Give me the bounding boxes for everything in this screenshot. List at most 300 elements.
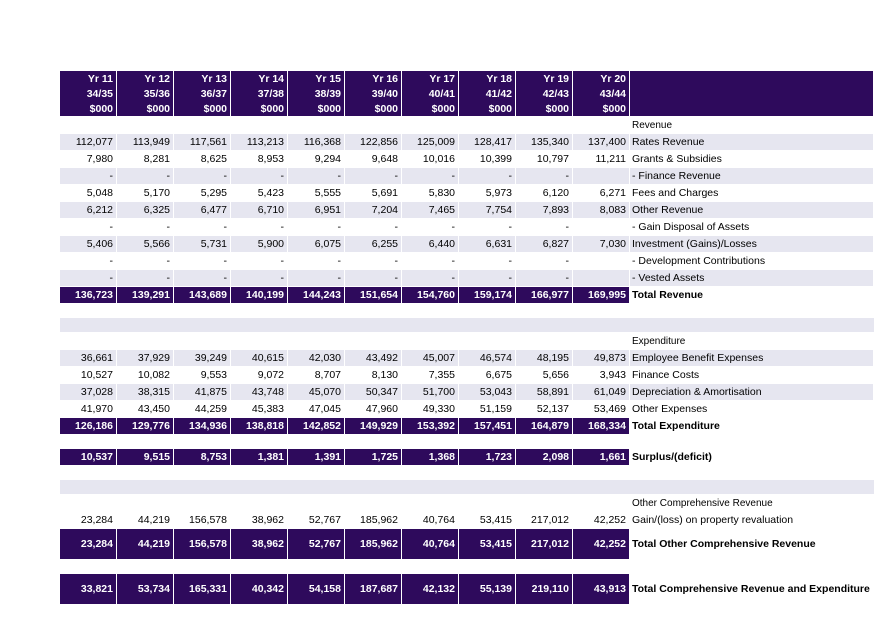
value-cell[interactable]: 7,030 <box>573 236 630 253</box>
empty-cell <box>402 303 459 318</box>
value-cell[interactable]: 10,527 <box>60 367 117 384</box>
value-cell[interactable]: 42,030 <box>288 350 345 367</box>
value-cell[interactable]: 1,368 <box>402 449 459 466</box>
value-cell[interactable]: 10,537 <box>60 449 117 466</box>
empty-cell <box>459 318 516 333</box>
header-units-cell: $000 <box>345 101 402 117</box>
value-cell[interactable]: 44,219 <box>117 512 174 529</box>
value-cell[interactable]: 6,951 <box>288 202 345 219</box>
value-cell[interactable]: 169,995 <box>573 287 630 304</box>
empty-cell <box>573 333 630 350</box>
value-cell[interactable]: 113,213 <box>231 134 288 151</box>
table-row-employee <box>60 350 874 367</box>
value-cell[interactable]: - <box>231 270 288 287</box>
header-units-cell: $000 <box>573 101 630 117</box>
value-cell[interactable]: - <box>174 253 231 270</box>
value-cell[interactable]: 44,259 <box>174 401 231 418</box>
value-cell[interactable]: 2,098 <box>516 449 573 466</box>
value-cell[interactable]: 6,075 <box>288 236 345 253</box>
value-cell[interactable]: 185,962 <box>345 529 402 560</box>
value-cell[interactable]: 168,334 <box>573 418 630 435</box>
header-periods-cell: 39/40 <box>345 86 402 101</box>
value-cell[interactable]: 143,689 <box>174 287 231 304</box>
spacer-row <box>60 303 874 318</box>
header-periods-cell: 43/44 <box>573 86 630 101</box>
empty-cell <box>174 303 231 318</box>
value-cell[interactable]: 164,879 <box>516 418 573 435</box>
empty-cell <box>516 465 573 480</box>
value-cell[interactable]: 10,399 <box>459 151 516 168</box>
value-cell[interactable]: - <box>402 253 459 270</box>
empty-cell <box>174 495 231 512</box>
empty-cell <box>174 465 231 480</box>
empty-cell <box>630 559 874 574</box>
empty-cell <box>231 117 288 134</box>
value-cell[interactable]: 10,082 <box>117 367 174 384</box>
empty-cell <box>516 303 573 318</box>
empty-cell <box>60 318 117 333</box>
value-cell[interactable]: 156,578 <box>174 512 231 529</box>
section-row-revenue <box>60 117 874 134</box>
value-cell[interactable]: - <box>231 253 288 270</box>
value-cell[interactable]: 52,137 <box>516 401 573 418</box>
value-cell[interactable]: 117,561 <box>174 134 231 151</box>
value-cell[interactable]: 6,212 <box>60 202 117 219</box>
table-row-depreciation <box>60 384 874 401</box>
value-cell[interactable]: 5,830 <box>402 185 459 202</box>
value-cell[interactable]: - <box>345 168 402 185</box>
empty-cell <box>573 495 630 512</box>
value-cell[interactable] <box>573 168 630 185</box>
row-label: - Finance Revenue <box>630 168 874 185</box>
value-cell[interactable]: 45,007 <box>402 350 459 367</box>
value-cell[interactable]: - <box>345 253 402 270</box>
value-cell[interactable]: - <box>516 168 573 185</box>
empty-cell <box>60 333 117 350</box>
value-cell[interactable]: 7,355 <box>402 367 459 384</box>
value-cell[interactable]: - <box>288 219 345 236</box>
value-cell[interactable]: - <box>174 270 231 287</box>
value-cell[interactable]: 128,417 <box>459 134 516 151</box>
value-cell[interactable]: 5,900 <box>231 236 288 253</box>
header-years-cell: Yr 16 <box>345 71 402 86</box>
empty-cell <box>117 303 174 318</box>
empty-cell <box>402 559 459 574</box>
value-cell[interactable]: 135,340 <box>516 134 573 151</box>
row-label: Investment (Gains)/Losses <box>630 236 874 253</box>
value-cell[interactable]: 5,170 <box>117 185 174 202</box>
empty-cell <box>231 303 288 318</box>
empty-cell <box>516 117 573 134</box>
value-cell[interactable]: 40,615 <box>231 350 288 367</box>
value-cell[interactable]: - <box>117 253 174 270</box>
empty-cell <box>630 465 874 480</box>
value-cell[interactable]: 187,687 <box>345 574 402 605</box>
value-cell[interactable]: 116,368 <box>288 134 345 151</box>
empty-cell <box>231 333 288 350</box>
value-cell[interactable]: - <box>174 168 231 185</box>
empty-cell <box>231 559 288 574</box>
empty-cell <box>288 495 345 512</box>
value-cell[interactable] <box>573 219 630 236</box>
value-cell[interactable]: 48,195 <box>516 350 573 367</box>
value-cell[interactable]: 1,381 <box>231 449 288 466</box>
header-periods-cell: 34/35 <box>60 86 117 101</box>
value-cell[interactable]: 5,691 <box>345 185 402 202</box>
value-cell[interactable]: 58,891 <box>516 384 573 401</box>
value-cell[interactable]: 37,929 <box>117 350 174 367</box>
value-cell[interactable]: - <box>516 253 573 270</box>
value-cell[interactable]: 44,219 <box>117 529 174 560</box>
row-label: Rates Revenue <box>630 134 874 151</box>
value-cell[interactable]: 45,383 <box>231 401 288 418</box>
value-cell[interactable]: 46,574 <box>459 350 516 367</box>
value-cell[interactable]: 41,875 <box>174 384 231 401</box>
value-cell[interactable]: 166,977 <box>516 287 573 304</box>
empty-cell <box>288 434 345 449</box>
row-label: Total Expenditure <box>630 418 874 435</box>
empty-cell <box>117 318 174 333</box>
value-cell[interactable]: 61,049 <box>573 384 630 401</box>
value-cell[interactable]: - <box>288 253 345 270</box>
empty-cell <box>402 117 459 134</box>
header-label-cell <box>630 86 874 101</box>
value-cell[interactable]: 159,174 <box>459 287 516 304</box>
value-cell[interactable]: 50,347 <box>345 384 402 401</box>
value-cell[interactable]: 6,120 <box>516 185 573 202</box>
empty-cell <box>231 465 288 480</box>
header-units-cell: $000 <box>516 101 573 117</box>
value-cell[interactable]: 137,400 <box>573 134 630 151</box>
value-cell[interactable]: - <box>459 168 516 185</box>
value-cell[interactable]: - <box>516 270 573 287</box>
value-cell[interactable]: 51,700 <box>402 384 459 401</box>
spacer-row <box>60 318 874 333</box>
value-cell[interactable]: 8,083 <box>573 202 630 219</box>
header-years-cell: Yr 14 <box>231 71 288 86</box>
value-cell[interactable]: 38,962 <box>231 512 288 529</box>
empty-cell <box>231 495 288 512</box>
value-cell[interactable]: 52,767 <box>288 512 345 529</box>
header-units-cell: $000 <box>288 101 345 117</box>
value-cell[interactable]: 9,294 <box>288 151 345 168</box>
value-cell[interactable]: 134,936 <box>174 418 231 435</box>
value-cell[interactable]: - <box>402 219 459 236</box>
empty-cell <box>459 480 516 495</box>
value-cell[interactable]: - <box>60 219 117 236</box>
table-row-total_ocr <box>60 529 874 560</box>
value-cell[interactable]: 6,631 <box>459 236 516 253</box>
empty-cell <box>573 318 630 333</box>
value-cell[interactable] <box>573 270 630 287</box>
value-cell[interactable]: 219,110 <box>516 574 573 605</box>
header-periods-cell: 41/42 <box>459 86 516 101</box>
value-cell[interactable]: 38,315 <box>117 384 174 401</box>
value-cell[interactable]: - <box>516 219 573 236</box>
value-cell[interactable]: 5,423 <box>231 185 288 202</box>
value-cell[interactable]: 40,764 <box>402 529 459 560</box>
value-cell[interactable]: 5,555 <box>288 185 345 202</box>
spacer-row <box>60 434 874 449</box>
value-cell[interactable]: 154,760 <box>402 287 459 304</box>
value-cell[interactable]: 54,158 <box>288 574 345 605</box>
value-cell[interactable]: - <box>345 270 402 287</box>
value-cell[interactable]: - <box>459 270 516 287</box>
value-cell[interactable]: - <box>117 168 174 185</box>
row-label: Gain/(loss) on property revaluation <box>630 512 874 529</box>
table-row-other_rev <box>60 202 874 219</box>
header-periods-cell: 40/41 <box>402 86 459 101</box>
empty-cell <box>459 465 516 480</box>
row-label: Total Other Comprehensive Revenue <box>630 529 874 560</box>
value-cell[interactable]: 40,342 <box>231 574 288 605</box>
value-cell[interactable]: 136,723 <box>60 287 117 304</box>
header-units-cell: $000 <box>402 101 459 117</box>
empty-cell <box>459 117 516 134</box>
value-cell[interactable]: - <box>345 219 402 236</box>
value-cell[interactable]: 122,856 <box>345 134 402 151</box>
value-cell[interactable]: 142,852 <box>288 418 345 435</box>
empty-cell <box>630 303 874 318</box>
value-cell[interactable]: 53,415 <box>459 512 516 529</box>
value-cell[interactable]: 8,953 <box>231 151 288 168</box>
table-row-rates <box>60 134 874 151</box>
value-cell[interactable]: 9,515 <box>117 449 174 466</box>
value-cell[interactable]: 126,186 <box>60 418 117 435</box>
table-row-finance_costs <box>60 367 874 384</box>
header-years-cell: Yr 12 <box>117 71 174 86</box>
value-cell[interactable]: 156,578 <box>174 529 231 560</box>
empty-cell <box>345 434 402 449</box>
table-row-fees <box>60 185 874 202</box>
empty-cell <box>174 559 231 574</box>
header-periods-cell: 35/36 <box>117 86 174 101</box>
value-cell[interactable]: 42,132 <box>402 574 459 605</box>
value-cell[interactable]: 157,451 <box>459 418 516 435</box>
value-cell[interactable]: 5,566 <box>117 236 174 253</box>
header-years-cell: Yr 20 <box>573 71 630 86</box>
value-cell[interactable]: 23,284 <box>60 512 117 529</box>
header-years-cell: Yr 17 <box>402 71 459 86</box>
empty-cell <box>345 465 402 480</box>
value-cell[interactable]: 47,045 <box>288 401 345 418</box>
value-cell[interactable]: 51,159 <box>459 401 516 418</box>
table-row-other_exp <box>60 401 874 418</box>
empty-cell <box>117 434 174 449</box>
value-cell[interactable]: 113,949 <box>117 134 174 151</box>
value-cell[interactable]: 43,748 <box>231 384 288 401</box>
value-cell[interactable]: 6,271 <box>573 185 630 202</box>
value-cell[interactable]: 55,139 <box>459 574 516 605</box>
value-cell[interactable]: 6,440 <box>402 236 459 253</box>
value-cell[interactable]: - <box>459 219 516 236</box>
row-label: Other Revenue <box>630 202 874 219</box>
header-label-cell <box>630 71 874 86</box>
value-cell[interactable]: - <box>117 219 174 236</box>
header-label-cell <box>630 101 874 117</box>
value-cell[interactable]: 144,243 <box>288 287 345 304</box>
value-cell[interactable]: 138,818 <box>231 418 288 435</box>
value-cell[interactable]: 43,450 <box>117 401 174 418</box>
value-cell[interactable]: 1,723 <box>459 449 516 466</box>
value-cell[interactable]: - <box>117 270 174 287</box>
value-cell[interactable]: 6,325 <box>117 202 174 219</box>
value-cell[interactable]: - <box>402 168 459 185</box>
value-cell[interactable]: 9,553 <box>174 367 231 384</box>
empty-cell <box>288 559 345 574</box>
value-cell[interactable]: 42,252 <box>573 512 630 529</box>
empty-cell <box>345 495 402 512</box>
spacer-row <box>60 559 874 574</box>
value-cell[interactable]: 39,249 <box>174 350 231 367</box>
value-cell[interactable]: 140,199 <box>231 287 288 304</box>
table-row-gain_disposal <box>60 219 874 236</box>
empty-cell <box>231 480 288 495</box>
value-cell[interactable]: 8,281 <box>117 151 174 168</box>
value-cell[interactable]: 5,731 <box>174 236 231 253</box>
value-cell[interactable]: 53,734 <box>117 574 174 605</box>
value-cell[interactable]: 23,284 <box>60 529 117 560</box>
empty-cell <box>231 434 288 449</box>
empty-cell <box>630 434 874 449</box>
value-cell[interactable]: 53,469 <box>573 401 630 418</box>
header-units-cell: $000 <box>117 101 174 117</box>
empty-cell <box>231 318 288 333</box>
value-cell[interactable]: 49,873 <box>573 350 630 367</box>
value-cell[interactable]: - <box>60 168 117 185</box>
empty-cell <box>60 480 117 495</box>
value-cell[interactable]: 49,330 <box>402 401 459 418</box>
value-cell[interactable]: 10,797 <box>516 151 573 168</box>
value-cell[interactable]: 37,028 <box>60 384 117 401</box>
value-cell[interactable]: 5,973 <box>459 185 516 202</box>
value-cell[interactable]: - <box>60 253 117 270</box>
value-cell[interactable]: - <box>174 219 231 236</box>
empty-cell <box>174 318 231 333</box>
value-cell[interactable]: 43,913 <box>573 574 630 605</box>
value-cell[interactable]: 8,707 <box>288 367 345 384</box>
empty-cell <box>516 495 573 512</box>
value-cell[interactable]: 6,477 <box>174 202 231 219</box>
value-cell[interactable]: 8,625 <box>174 151 231 168</box>
value-cell[interactable]: 7,465 <box>402 202 459 219</box>
value-cell[interactable]: 217,012 <box>516 529 573 560</box>
value-cell[interactable]: 6,255 <box>345 236 402 253</box>
value-cell[interactable]: 1,391 <box>288 449 345 466</box>
row-label: Employee Benefit Expenses <box>630 350 874 367</box>
value-cell[interactable]: 8,130 <box>345 367 402 384</box>
value-cell[interactable]: 41,970 <box>60 401 117 418</box>
value-cell[interactable]: 139,291 <box>117 287 174 304</box>
value-cell[interactable]: 5,048 <box>60 185 117 202</box>
value-cell[interactable]: 47,960 <box>345 401 402 418</box>
value-cell[interactable]: 9,072 <box>231 367 288 384</box>
value-cell[interactable]: 43,492 <box>345 350 402 367</box>
header-periods-cell: 42/43 <box>516 86 573 101</box>
empty-cell <box>174 333 231 350</box>
empty-cell <box>573 480 630 495</box>
value-cell[interactable]: 149,929 <box>345 418 402 435</box>
value-cell[interactable]: - <box>60 270 117 287</box>
value-cell[interactable]: 6,710 <box>231 202 288 219</box>
empty-cell <box>288 480 345 495</box>
value-cell[interactable]: 8,753 <box>174 449 231 466</box>
value-cell[interactable]: 125,009 <box>402 134 459 151</box>
row-label: Finance Costs <box>630 367 874 384</box>
value-cell[interactable]: 38,962 <box>231 529 288 560</box>
value-cell[interactable]: 11,211 <box>573 151 630 168</box>
value-cell[interactable]: 53,043 <box>459 384 516 401</box>
value-cell[interactable]: 53,415 <box>459 529 516 560</box>
value-cell[interactable]: - <box>288 270 345 287</box>
value-cell[interactable]: 7,204 <box>345 202 402 219</box>
value-cell[interactable]: 6,827 <box>516 236 573 253</box>
value-cell[interactable]: 1,661 <box>573 449 630 466</box>
empty-cell <box>402 318 459 333</box>
empty-cell <box>174 480 231 495</box>
value-cell[interactable]: - <box>459 253 516 270</box>
value-cell[interactable]: 112,077 <box>60 134 117 151</box>
empty-cell <box>516 559 573 574</box>
value-cell[interactable]: 40,764 <box>402 512 459 529</box>
header-years-cell: Yr 13 <box>174 71 231 86</box>
value-cell[interactable]: 165,331 <box>174 574 231 605</box>
value-cell[interactable]: 5,295 <box>174 185 231 202</box>
section-row-ocr <box>60 495 874 512</box>
header-row-years <box>60 71 874 86</box>
value-cell[interactable]: 33,821 <box>60 574 117 605</box>
value-cell[interactable]: - <box>402 270 459 287</box>
value-cell[interactable]: 9,648 <box>345 151 402 168</box>
value-cell[interactable]: 3,943 <box>573 367 630 384</box>
empty-cell <box>345 559 402 574</box>
value-cell[interactable]: 5,406 <box>60 236 117 253</box>
value-cell[interactable]: - <box>288 168 345 185</box>
empty-cell <box>117 559 174 574</box>
header-units-cell: $000 <box>231 101 288 117</box>
value-cell[interactable]: 129,776 <box>117 418 174 435</box>
header-years-cell: Yr 15 <box>288 71 345 86</box>
empty-cell <box>402 495 459 512</box>
row-label: Fees and Charges <box>630 185 874 202</box>
value-cell[interactable]: 7,893 <box>516 202 573 219</box>
empty-cell <box>288 333 345 350</box>
value-cell[interactable]: 7,754 <box>459 202 516 219</box>
value-cell[interactable]: 52,767 <box>288 529 345 560</box>
value-cell[interactable]: 217,012 <box>516 512 573 529</box>
value-cell[interactable]: 1,725 <box>345 449 402 466</box>
table-row-revaluation <box>60 512 874 529</box>
empty-cell <box>345 333 402 350</box>
value-cell[interactable]: 153,392 <box>402 418 459 435</box>
value-cell[interactable]: 7,980 <box>60 151 117 168</box>
empty-cell <box>573 465 630 480</box>
value-cell[interactable]: 6,675 <box>459 367 516 384</box>
value-cell[interactable] <box>573 253 630 270</box>
table-row-vested <box>60 270 874 287</box>
value-cell[interactable]: 36,661 <box>60 350 117 367</box>
header-periods-cell: 36/37 <box>174 86 231 101</box>
value-cell[interactable]: 10,016 <box>402 151 459 168</box>
value-cell[interactable]: 185,962 <box>345 512 402 529</box>
value-cell[interactable]: 5,656 <box>516 367 573 384</box>
table-row-finance_rev <box>60 168 874 185</box>
value-cell[interactable]: 42,252 <box>573 529 630 560</box>
value-cell[interactable]: 151,654 <box>345 287 402 304</box>
value-cell[interactable]: 45,070 <box>288 384 345 401</box>
value-cell[interactable]: - <box>231 219 288 236</box>
value-cell[interactable]: - <box>231 168 288 185</box>
